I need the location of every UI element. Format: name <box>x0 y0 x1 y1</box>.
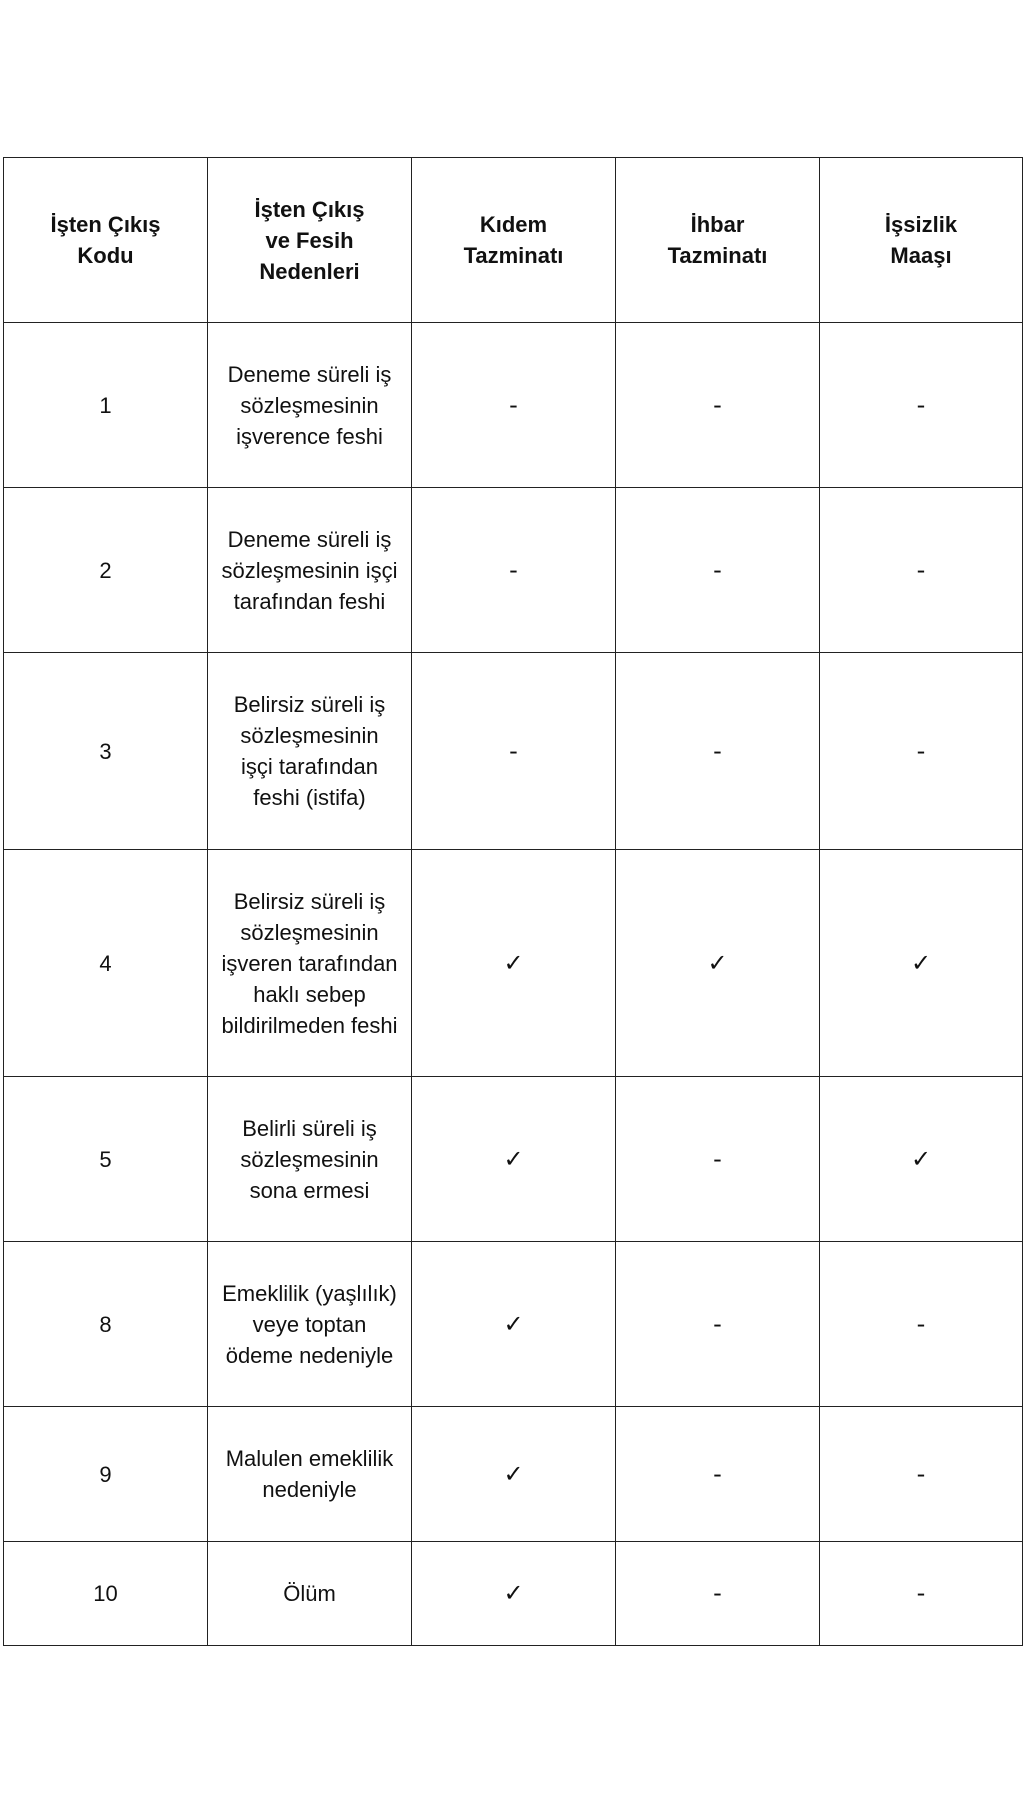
cell-reason: Malulen emeklilik nedeniyle <box>208 1407 412 1542</box>
table-row <box>4 850 1023 1077</box>
cell-kidem: - <box>412 653 616 850</box>
header-notice-pay: İhbar Tazminatı <box>616 158 820 323</box>
cell-reason: Deneme süreli iş sözleşmesinin işverence feshi <box>208 323 412 488</box>
cell-code: 9 <box>4 1407 208 1542</box>
cell-kidem: - <box>412 488 616 653</box>
cell-issizlik: - <box>820 653 1023 850</box>
cell-reason: Ölüm <box>208 1542 412 1646</box>
cell-issizlik: - <box>820 1542 1023 1646</box>
cell-kidem: ✓ <box>412 1407 616 1542</box>
table-row <box>4 1242 1023 1407</box>
cell-ihbar: - <box>616 488 820 653</box>
header-exit-code: İşten Çıkış Kodu <box>4 158 208 323</box>
cell-ihbar: - <box>616 653 820 850</box>
table-row <box>4 488 1023 653</box>
cell-issizlik: - <box>820 1242 1023 1407</box>
cell-issizlik: ✓ <box>820 850 1023 1077</box>
cell-ihbar: - <box>616 1077 820 1242</box>
cell-issizlik: - <box>820 488 1023 653</box>
table-row <box>4 1077 1023 1242</box>
cell-reason: Emeklilik (yaşlılık) veye toptan ödeme nedeniyle <box>208 1242 412 1407</box>
cell-ihbar: ✓ <box>616 850 820 1077</box>
cell-code: 8 <box>4 1242 208 1407</box>
header-severance-pay: Kıdem Tazminatı <box>412 158 616 323</box>
cell-kidem: ✓ <box>412 1077 616 1242</box>
cell-code: 3 <box>4 653 208 850</box>
table-row <box>4 1407 1023 1542</box>
cell-kidem: - <box>412 323 616 488</box>
cell-ihbar: - <box>616 1407 820 1542</box>
cell-reason: Belirli süreli iş sözleşmesinin sona ermesi <box>208 1077 412 1242</box>
cell-code: 1 <box>4 323 208 488</box>
cell-reason: Belirsiz süreli iş sözleşmesinin işveren tarafından haklı sebep bildirilmeden feshi <box>208 850 412 1077</box>
cell-code: 4 <box>4 850 208 1077</box>
cell-kidem: ✓ <box>412 1242 616 1407</box>
cell-ihbar: - <box>616 1542 820 1646</box>
cell-code: 5 <box>4 1077 208 1242</box>
cell-issizlik: ✓ <box>820 1077 1023 1242</box>
cell-kidem: ✓ <box>412 850 616 1077</box>
cell-code: 2 <box>4 488 208 653</box>
cell-ihbar: - <box>616 1242 820 1407</box>
cell-kidem: ✓ <box>412 1542 616 1646</box>
table-row <box>4 1542 1023 1646</box>
table-row <box>4 323 1023 488</box>
severance-eligibility-table <box>3 157 1023 1646</box>
cell-reason: Belirsiz süreli iş sözleşmesinin işçi tarafından feshi (istifa) <box>208 653 412 850</box>
header-unemployment-benefit: İşsizlik Maaşı <box>820 158 1023 323</box>
cell-issizlik: - <box>820 1407 1023 1542</box>
cell-reason: Deneme süreli iş sözleşmesinin işçi tarafından feshi <box>208 488 412 653</box>
cell-issizlik: - <box>820 323 1023 488</box>
header-exit-reason: İşten Çıkış ve Fesih Nedenleri <box>208 158 412 323</box>
table-row <box>4 653 1023 850</box>
table-header-row <box>4 158 1023 323</box>
cell-code: 10 <box>4 1542 208 1646</box>
cell-ihbar: - <box>616 323 820 488</box>
